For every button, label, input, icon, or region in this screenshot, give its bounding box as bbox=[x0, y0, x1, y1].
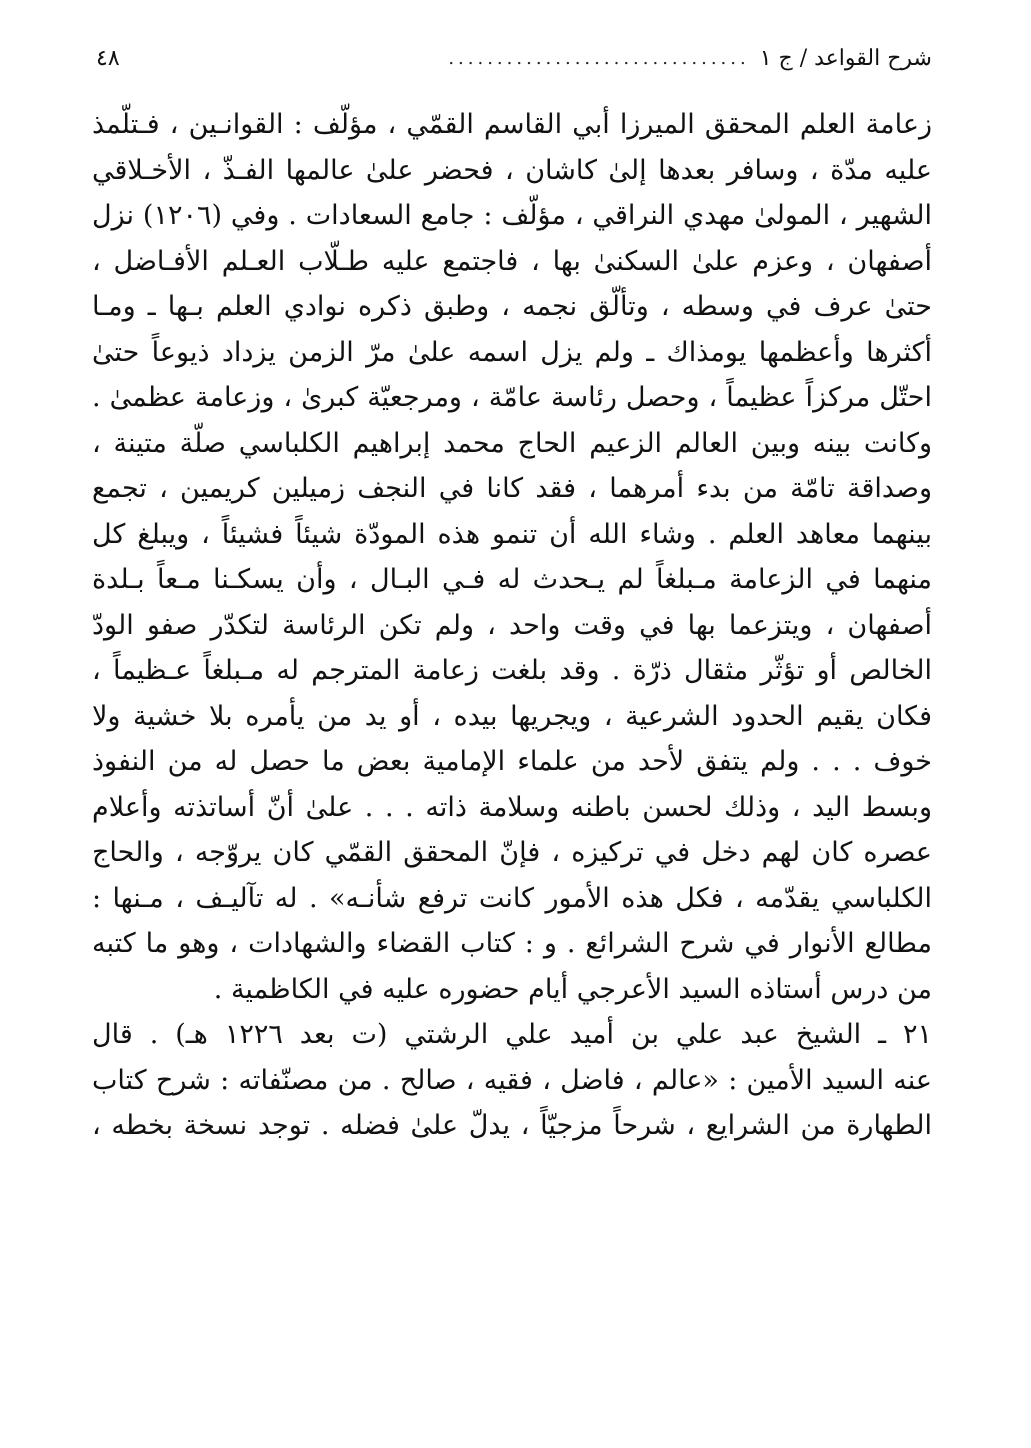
text-line: زعامة العلم المحقق الميرزا أبي القاسم القمّي ، مؤلّف : القوانـين ، فـتلّمذ bbox=[92, 109, 932, 140]
text-line: الكلباسي يقدّمه ، فكل هذه الأمور كانت ترفع شأنـه» . له تآليـف ، مـنها : bbox=[92, 882, 932, 914]
text-line: الشهير ، المولىٰ مهدي النراقي ، مؤلّف : جامع السعادات . وفي (١٢٠٦) نزل bbox=[92, 200, 932, 231]
text-line: أكثرها وأعظمها يومذاك ـ ولم يزل اسمه علىٰ مرّ الزمن يزداد ذيوعاً حتىٰ bbox=[92, 336, 932, 368]
text-line: احتّل مركزاً عظيماً ، وحصل رئاسة عامّة ، ومرجعيّة كبرىٰ ، وزعامة عظمىٰ . bbox=[92, 382, 932, 413]
text-line: عليه مدّة ، وسافر بعدها إلىٰ كاشان ، فحضر علىٰ عالمها الفـذّ ، الأخـلاقي bbox=[92, 154, 932, 186]
paragraph-last-line: من درس أستاذه السيد الأعرجي أيام حضوره عليه في الكاظمية . bbox=[213, 973, 932, 1005]
header-dot-leader: ............................... bbox=[448, 47, 750, 69]
body-text bbox=[92, 102, 932, 1149]
text-line: مطالع الأنوار في شرح الشرائع . و : كتاب القضاء والشهادات ، وهو ما كتبه bbox=[92, 928, 932, 959]
text-line: أصفهان ، ويتزعما بها في وقت واحد ، ولم تكن الرئاسة لتكدّر صفو الودّ bbox=[92, 609, 932, 641]
text-line: منهما في الزعامة مـبلغاً لم يـحدث له فـي البـال ، وأن يسكـنا مـعاً بـلدة bbox=[92, 564, 932, 595]
text-line: أصفهان ، وعزم علىٰ السكنىٰ بها ، فاجتمع عليه طـلّاب العـلم الأفـاضل ، bbox=[92, 245, 932, 277]
text-line: الخالص أو تؤثّر مثقال ذرّة . وقد بلغت زعامة المترجم له مـبلغاً عـظيماً ، bbox=[92, 655, 932, 686]
running-title: شرح القواعد / ج ١ bbox=[759, 45, 932, 71]
text-line: الطهارة من الشرايع ، شرحاً مزجيّاً ، يدلّ علىٰ فضله . توجد نسخة بخطه ، bbox=[92, 1110, 932, 1141]
page bbox=[92, 38, 932, 1149]
text-line: عنه السيد الأمين : «عالم ، فاضل ، فقيه ، صالح . من مصنّفاته : شرح كتاب bbox=[92, 1064, 932, 1096]
text-line: ٢١ ـ الشيخ عبد علي بن أميد علي الرشتي (ت بعد ١٢٢٦ هـ) . قال bbox=[92, 1019, 932, 1050]
text-line: خوف . . . ولم يتفق لأحد من علماء الإمامية بعض ما حصل له من النفوذ bbox=[92, 746, 932, 777]
text-line: وصداقة تامّة من بدء أمرهما ، فقد كانا في النجف زميلين كريمين ، تجمع bbox=[92, 473, 932, 504]
text-line: حتىٰ عرف في وسطه ، وتألّق نجمه ، وطبق ذكره نوادي العلم بـها ـ ومـا bbox=[92, 291, 932, 322]
text-line: عصره كان لهم دخل في تركيزه ، فإنّ المحقق القمّي كان يروّجه ، والحاج bbox=[92, 837, 932, 868]
running-header bbox=[92, 38, 932, 78]
text-line: وكانت بينه وبين العالم الزعيم الحاج محمد إبراهيم الكلباسي صلّة متينة ، bbox=[92, 427, 932, 459]
text-line: فكان يقيم الحدود الشرعية ، ويجريها بيده ، أو يد من يأمره بلا خشية ولا bbox=[92, 700, 932, 732]
text-line: بينهما معاهد العلم . وشاء الله أن تنمو هذه المودّة شيئاً فشيئاً ، ويبلغ كل bbox=[92, 518, 932, 550]
page-number: ٤٨ bbox=[96, 45, 120, 71]
text-line: وبسط اليد ، وذلك لحسن باطنه وسلامة ذاته . . . علىٰ أنّ أساتذته وأعلام bbox=[92, 791, 932, 823]
